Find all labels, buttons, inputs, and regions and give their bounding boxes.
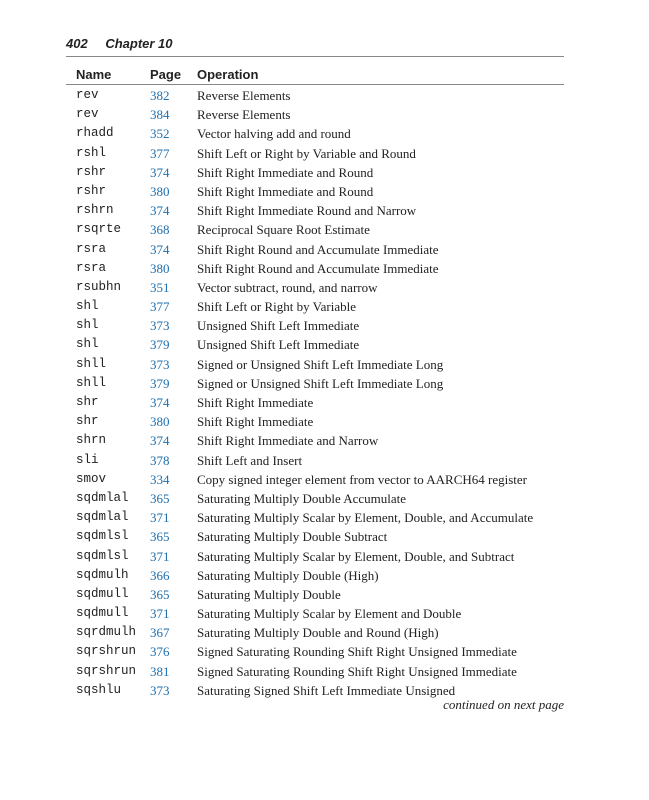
instruction-name: rsubhn: [76, 279, 122, 294]
table-row: [0, 585, 649, 604]
operation-description: Unsigned Shift Left Immediate: [197, 337, 360, 353]
operation-description: Signed Saturating Rounding Shift Right Unsigned Immediate: [197, 663, 517, 679]
operation-description: Signed Saturating Rounding Shift Right Unsigned Immediate: [197, 644, 517, 660]
page-link[interactable]: 366: [150, 567, 170, 583]
instruction-name: rshrn: [76, 203, 114, 218]
instruction-name: rshr: [76, 183, 107, 198]
operation-description: Reverse Elements: [197, 107, 291, 123]
instruction-name: sqdmlsl: [76, 529, 129, 544]
instruction-name: sqrshrun: [76, 644, 137, 659]
instruction-name: rsra: [76, 241, 107, 256]
instruction-name: sqrdmulh: [76, 625, 137, 640]
table-row: [0, 86, 649, 105]
chapter-title: Chapter 10: [105, 36, 173, 51]
instruction-name: shl: [76, 299, 99, 314]
instruction-table-body: [0, 86, 649, 700]
page-link[interactable]: 379: [150, 375, 170, 391]
table-row: [0, 297, 649, 316]
page-link[interactable]: 374: [150, 433, 170, 449]
table-row: [0, 259, 649, 278]
table-row: [0, 335, 649, 354]
page-link[interactable]: 384: [150, 107, 170, 123]
table-top-rule: [66, 56, 564, 57]
page-link[interactable]: 365: [150, 586, 170, 602]
instruction-name: shll: [76, 375, 107, 390]
operation-description: Saturating Multiply Scalar by Element, Double, and Subtract: [197, 548, 515, 564]
table-row: [0, 508, 649, 527]
operation-description: Shift Right Immediate: [197, 395, 314, 410]
table-row: [0, 105, 649, 124]
operation-description: Shift Right Round and Accumulate Immediate: [197, 260, 439, 276]
table-row: [0, 604, 649, 623]
table-row: [0, 220, 649, 239]
page-link[interactable]: 380: [150, 414, 170, 430]
operation-description: Signed or Unsigned Shift Left Immediate Long: [197, 375, 444, 391]
page-link[interactable]: 381: [150, 663, 170, 679]
table-row: [0, 201, 649, 220]
page-link[interactable]: 373: [150, 682, 170, 698]
operation-description: Shift Right Immediate and Round: [197, 183, 374, 199]
table-row: [0, 278, 649, 297]
operation-description: Signed or Unsigned Shift Left Immediate Long: [197, 356, 444, 372]
operation-description: Shift Left or Right by Variable: [197, 299, 356, 315]
page-link[interactable]: 374: [150, 241, 170, 257]
column-header-operation: Operation: [197, 67, 259, 82]
instruction-name: sqdmull: [76, 586, 129, 601]
page-link[interactable]: 365: [150, 490, 170, 506]
page-link[interactable]: 373: [150, 356, 170, 372]
table-row: [0, 374, 649, 393]
operation-description: Shift Right Round and Accumulate Immediate: [197, 241, 439, 257]
operation-description: Shift Left or Right by Variable and Round: [197, 145, 416, 161]
table-row: [0, 316, 649, 335]
table-row: [0, 623, 649, 642]
page-link[interactable]: 378: [150, 452, 170, 468]
instruction-name: rsqrte: [76, 222, 122, 237]
instruction-name: shl: [76, 337, 99, 352]
page-link[interactable]: 379: [150, 337, 170, 353]
operation-description: Vector subtract, round, and narrow: [197, 279, 378, 295]
operation-description: Saturating Multiply Double Subtract: [197, 529, 388, 545]
table-row: [0, 163, 649, 182]
page-link[interactable]: 382: [150, 88, 170, 103]
table-row: [0, 124, 649, 143]
page-link[interactable]: 374: [150, 395, 170, 410]
table-row: [0, 451, 649, 470]
continued-note: continued on next page: [443, 697, 564, 712]
table-row: [0, 566, 649, 585]
operation-description: Saturating Multiply Double and Round (High): [197, 625, 439, 641]
instruction-name: sli: [76, 452, 99, 467]
instruction-name: sqdmlal: [76, 510, 129, 525]
page-link[interactable]: 377: [150, 145, 170, 161]
operation-description: Saturating Signed Shift Left Immediate Unsigned: [197, 682, 456, 698]
instruction-name: rshr: [76, 164, 107, 179]
instruction-name: sqrshrun: [76, 663, 137, 678]
table-row: [0, 470, 649, 489]
page-link[interactable]: 371: [150, 606, 170, 622]
operation-description: Shift Left and Insert: [197, 452, 303, 468]
table-row: [0, 527, 649, 546]
instruction-name: shr: [76, 414, 99, 429]
instruction-name: shll: [76, 356, 107, 371]
instruction-name: smov: [76, 471, 107, 486]
operation-description: Saturating Multiply Double (High): [197, 567, 379, 583]
page-link[interactable]: 376: [150, 644, 170, 660]
table-row: [0, 642, 649, 661]
page-link[interactable]: 380: [150, 183, 170, 199]
instruction-name: sqshlu: [76, 682, 122, 697]
operation-description: Vector halving add and round: [197, 126, 351, 142]
page-link[interactable]: 371: [150, 510, 170, 526]
table-header-rule: [66, 84, 564, 85]
operation-description: Saturating Multiply Scalar by Element and Double: [197, 606, 462, 622]
table-row: [0, 144, 649, 163]
instruction-name: rsra: [76, 260, 107, 275]
operation-description: Shift Right Immediate Round and Narrow: [197, 203, 417, 219]
instruction-name: rev: [76, 88, 99, 102]
page-link[interactable]: 352: [150, 126, 170, 142]
instruction-name: shrn: [76, 433, 107, 448]
page-link[interactable]: 377: [150, 299, 170, 315]
page-link[interactable]: 365: [150, 529, 170, 545]
table-row: [0, 547, 649, 566]
table-row: [0, 240, 649, 259]
table-row: [0, 662, 649, 681]
operation-description: Copy signed integer element from vector to AARCH64 register: [197, 471, 527, 487]
operation-description: Reciprocal Square Root Estimate: [197, 222, 370, 238]
table-row: [0, 182, 649, 201]
instruction-name: rshl: [76, 145, 107, 160]
page-link[interactable]: 380: [150, 260, 170, 276]
page-number: 402: [66, 36, 88, 51]
page-link[interactable]: 373: [150, 318, 170, 334]
running-header: [66, 36, 173, 51]
operation-description: Shift Right Immediate and Round: [197, 164, 374, 180]
table-row: [0, 489, 649, 508]
operation-description: Shift Right Immediate and Narrow: [197, 433, 379, 449]
operation-description: Saturating Multiply Double Accumulate: [197, 490, 407, 506]
page-link[interactable]: 374: [150, 203, 170, 219]
page-link[interactable]: 334: [150, 471, 170, 487]
operation-description: Unsigned Shift Left Immediate: [197, 318, 360, 334]
instruction-name: shl: [76, 318, 99, 333]
table-row: [0, 393, 649, 412]
page-link[interactable]: 374: [150, 164, 170, 180]
operation-description: Saturating Multiply Double: [197, 586, 341, 602]
instruction-name: shr: [76, 395, 99, 409]
table-row: [0, 355, 649, 374]
instruction-name: sqdmlal: [76, 490, 129, 505]
page-link[interactable]: 371: [150, 548, 170, 564]
column-header-page: Page: [150, 67, 182, 82]
instruction-name: sqdmull: [76, 606, 129, 621]
page-link[interactable]: 367: [150, 625, 170, 641]
page-link[interactable]: 351: [150, 279, 170, 295]
operation-description: Shift Right Immediate: [197, 414, 314, 430]
column-header-name: Name: [76, 67, 112, 82]
page-link[interactable]: 368: [150, 222, 170, 238]
operation-description: Reverse Elements: [197, 88, 291, 103]
instruction-name: rev: [76, 107, 99, 122]
instruction-name: sqdmulh: [76, 567, 129, 582]
instruction-name: sqdmlsl: [76, 548, 129, 563]
operation-description: Saturating Multiply Scalar by Element, Double, and Accumulate: [197, 510, 534, 526]
instruction-name: rhadd: [76, 126, 114, 141]
table-row: [0, 431, 649, 450]
table-row: [0, 412, 649, 431]
